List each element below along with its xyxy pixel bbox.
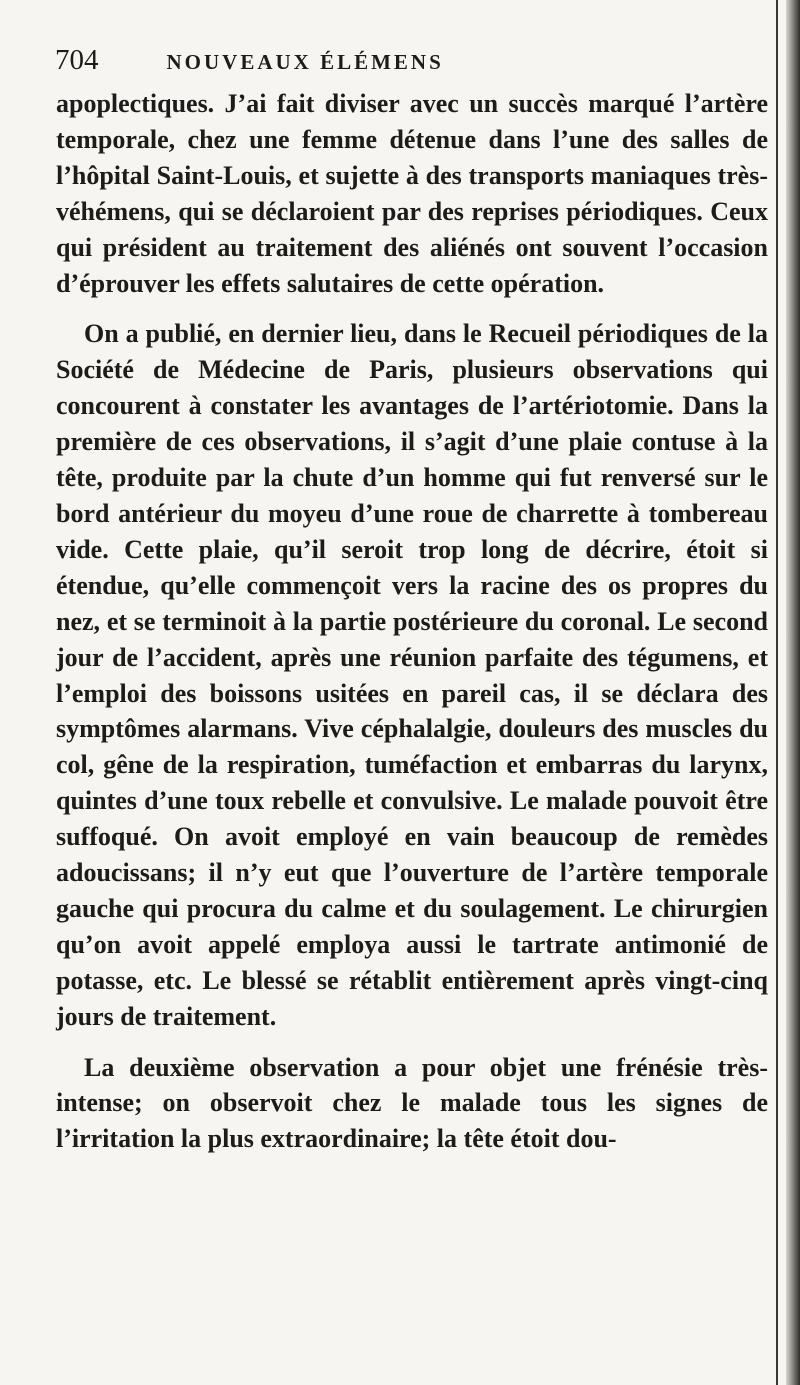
binding-line <box>776 0 778 1385</box>
body-text <box>56 86 768 1157</box>
page-header <box>55 44 775 84</box>
page-number: 704 <box>55 44 99 76</box>
page-edge-shadow <box>786 0 800 1385</box>
paragraph-continuation: apoplectiques. J’ai fait diviser avec un succès marqué l’artère temporale, chez une femme détenue dans l’une des salles de l’hôpital Saint-Louis, et sujette à des transports maniaques très-véhémens, qui se déclaroient par des reprises périodiques. Ceux qui président au traitement des aliénés ont souvent l’occasion d’éprouver les effets salutaires de cette opération. <box>56 89 768 298</box>
paragraph-arteriotomy-observations: On a publié, en dernier lieu, dans le Recueil périodiques de la Société de Médecine de Paris, plusieurs observations qui concourent à constater les avantages de l’artériotomie. Dans la première de ces observations, il s’agit d’une plaie contuse à la tête, produite par la chute d’un homme qui fut renversé sur le bord antérieur du moyeu d’une roue de charrette à tombereau vide. Cette plaie, qu’il seroit trop long de décrire, étoit si étendue, qu’elle commençoit vers la racine des os propres du nez, et se terminoit à la partie postérieure du coronal. Le second jour de l’accident, après une réunion parfaite des tégumens, et l’emploi des boissons usitées en pareil cas, il se déclara des symptômes alarmans. Vive céphalalgie, douleurs des muscles du col, gêne de la respiration, tuméfaction et embarras du larynx, quintes d’une toux rebelle et convulsive. Le malade pouvoit être suffoqué. On avoit employé en vain beaucoup de remèdes adoucissans; il n’y eut que l’ouverture de l’artère temporale gauche qui procura du calme et du soulagement. Le chirurgien qu’on avoit appelé employa aussi le tartrate antimonié de potasse, etc. Le blessé se rétablit entièrement après vingt-cinq jours de traitement. <box>56 319 768 1031</box>
paragraph-second-observation: La deuxième observation a pour objet une frénésie très-intense; on observoit chez le malade tous les signes de l’irritation la plus extraordinaire; la tête étoit dou- <box>56 1052 768 1154</box>
running-title: NOUVEAUX ÉLÉMENS <box>166 50 444 74</box>
